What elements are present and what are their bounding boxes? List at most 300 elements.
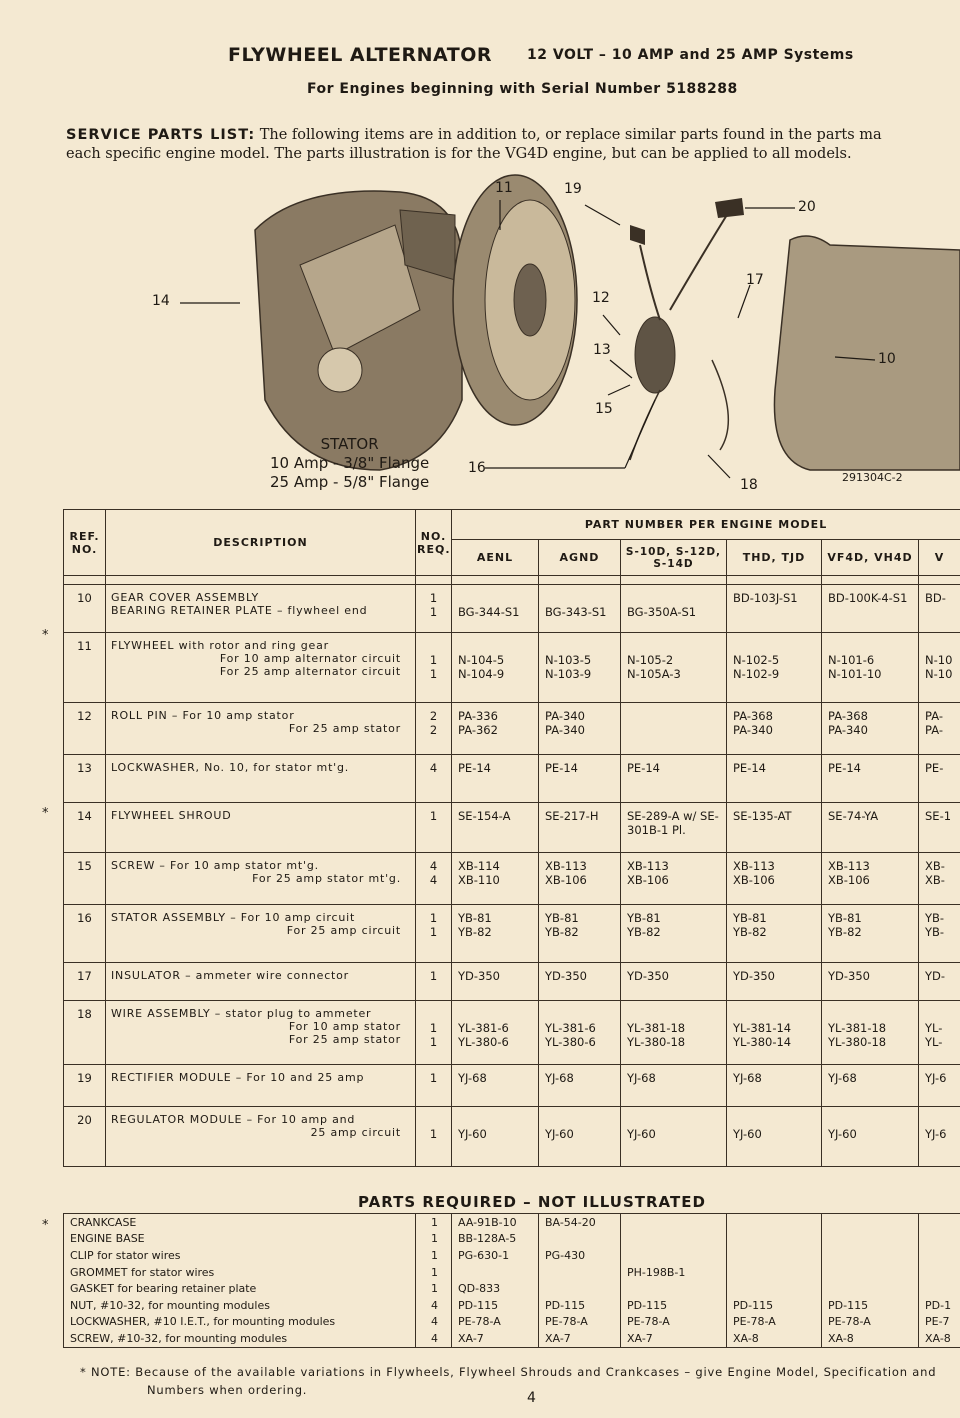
ref-number: 16 (64, 905, 106, 963)
part-number: YJ-68 (545, 1071, 574, 1085)
part-number-cell (452, 853, 539, 905)
part-number-cell (621, 1231, 727, 1248)
quantity-line: 1 (429, 809, 438, 823)
part-number: YJ-68 (733, 1071, 762, 1085)
part-number: N-104-5 (458, 653, 505, 667)
quantity (416, 755, 452, 803)
table-row (64, 585, 960, 633)
quantity-line: 1 (429, 667, 438, 681)
part-number-cell (621, 633, 727, 703)
ref-number: 19 (64, 1065, 106, 1107)
header-description: DESCRIPTION (106, 510, 416, 576)
part-number-cell (539, 803, 621, 853)
part-description (106, 963, 416, 1001)
quantity: 1 (416, 1247, 452, 1264)
part-number-cell (539, 1001, 621, 1065)
stator-caption-line-1: 10 Amp - 3/8" Flange (270, 454, 430, 472)
table-row (64, 853, 960, 905)
part-number: YJ-6 (925, 1127, 947, 1141)
part-description: GASKET for bearing retainer plate (64, 1280, 416, 1297)
part-number: PA-340 (545, 723, 585, 737)
part-number-cell (621, 1247, 727, 1264)
systems-subtitle: 12 VOLT – 10 AMP and 25 AMP Systems (527, 47, 854, 63)
header-model-v: V (919, 540, 960, 576)
list-item (64, 1297, 960, 1314)
part-number: N-102-5 (733, 653, 780, 667)
part-number: XB- (925, 859, 945, 873)
part-number-cell (919, 1264, 960, 1281)
list-item (64, 1314, 960, 1331)
part-number: YL-380-6 (458, 1035, 509, 1049)
part-number-cell (822, 1247, 919, 1264)
part-number-cell (452, 963, 539, 1001)
part-number-cell: XA-7 (539, 1330, 621, 1347)
flywheel-shroud-drawing (255, 191, 462, 470)
part-number-cell: PE-78-A (539, 1314, 621, 1331)
part-number-cell (919, 1247, 960, 1264)
quantity (416, 803, 452, 853)
quantity-line: 1 (429, 911, 438, 925)
part-number: XB-113 (627, 859, 669, 873)
part-number-cell (822, 1001, 919, 1065)
part-number: YL-380-18 (627, 1035, 686, 1049)
part-number-cell (822, 963, 919, 1001)
part-number-cell (539, 963, 621, 1001)
quantity-line (417, 639, 450, 653)
quantity (416, 853, 452, 905)
ordering-note (80, 1363, 960, 1399)
description-line: For 25 amp stator mt'g. (252, 872, 401, 885)
part-number-cell (621, 1001, 727, 1065)
part-number (627, 591, 726, 605)
part-number-cell (539, 1065, 621, 1107)
part-number-cell: XA-8 (822, 1330, 919, 1347)
ref-number: 13 (64, 755, 106, 803)
part-number-cell: AA-91B-10 (452, 1214, 539, 1231)
callout-12: 12 (592, 290, 610, 306)
quantity: 1 (416, 1214, 452, 1231)
part-number (627, 709, 726, 723)
intro-label: SERVICE PARTS LIST: (66, 127, 256, 143)
part-number-cell (621, 1280, 727, 1297)
note-line-1: * NOTE: Because of the available variations in Flywheels, Flywheel Shrouds and Crankcases – give Engine Model, Specification and (80, 1365, 937, 1379)
quantity: 4 (416, 1297, 452, 1314)
part-number-cell: PH-198B-1 (621, 1264, 727, 1281)
part-number (925, 1007, 960, 1021)
part-number-cell: XA-7 (621, 1330, 727, 1347)
part-number-cell (919, 585, 960, 633)
part-number: PA-368 (828, 709, 868, 723)
quantity-line: 1 (429, 969, 438, 983)
not-illustrated-table (63, 1213, 960, 1348)
part-number-cell (452, 633, 539, 703)
table-row (64, 1065, 960, 1107)
part-number-cell (621, 1214, 727, 1231)
description-line: STATOR ASSEMBLY – For 10 amp circuit (111, 911, 356, 924)
stator-drawing (630, 198, 744, 460)
description-line: FLYWHEEL with rotor and ring gear (111, 639, 329, 652)
part-description: SCREW, #10-32, for mounting modules (64, 1330, 416, 1347)
part-number (545, 591, 620, 605)
part-description: ENGINE BASE (64, 1231, 416, 1248)
part-number: YL-381-6 (545, 1021, 596, 1035)
callout-10: 10 (878, 351, 896, 367)
callout-20: 20 (798, 199, 816, 215)
part-number: XB-113 (828, 859, 870, 873)
quantity-line: 1 (429, 1127, 438, 1141)
callout-11: 11 (495, 180, 513, 196)
part-number-cell: PE-78-A (822, 1314, 919, 1331)
part-number: YB-82 (545, 925, 579, 939)
description-line: RECTIFIER MODULE – For 10 and 25 amp (111, 1071, 365, 1084)
part-number (627, 1113, 726, 1127)
part-number-cell (452, 755, 539, 803)
part-number-cell: PD-115 (822, 1297, 919, 1314)
part-number: YB- (925, 925, 945, 939)
quantity-line (417, 1007, 450, 1021)
part-number-cell (919, 1065, 960, 1107)
part-number: SE-154-A (458, 809, 511, 823)
part-number: N-101-10 (828, 667, 882, 681)
part-number-cell (919, 1001, 960, 1065)
part-number: YB- (925, 911, 945, 925)
part-number: PE-14 (545, 761, 578, 775)
callout-14: 14 (152, 293, 170, 309)
part-description: NUT, #10-32, for mounting modules (64, 1297, 416, 1314)
part-description: LOCKWASHER, #10 I.E.T., for mounting modules (64, 1314, 416, 1331)
part-number: PE-14 (458, 761, 491, 775)
list-item (64, 1247, 960, 1264)
part-number: XB-106 (627, 873, 669, 887)
part-number-cell: XA-8 (727, 1330, 822, 1347)
part-number (458, 1007, 538, 1021)
part-number: YJ-60 (828, 1127, 857, 1141)
part-number-cell (452, 1107, 539, 1167)
part-number-cell (539, 703, 621, 755)
quantity (416, 1107, 452, 1167)
description-line: For 25 amp stator (288, 1033, 401, 1046)
part-number-cell (727, 585, 822, 633)
part-number: YB-82 (828, 925, 862, 939)
part-number: XB-106 (733, 873, 775, 887)
part-number: YB-82 (458, 925, 492, 939)
quantity-line: 1 (429, 1071, 438, 1085)
part-number: YD-350 (733, 969, 775, 983)
part-number: SE-289-A w/ SE-301B-1 Pl. (627, 809, 719, 837)
description-line: REGULATOR MODULE – For 10 amp and (111, 1113, 356, 1126)
ref-number: 12 (64, 703, 106, 755)
part-number-cell (539, 905, 621, 963)
part-number: XB-106 (545, 873, 587, 887)
part-number-cell (452, 1264, 539, 1281)
part-number: YJ-6 (925, 1071, 947, 1085)
part-number: YJ-68 (828, 1071, 857, 1085)
part-number-cell (727, 633, 822, 703)
part-number-cell (621, 803, 727, 853)
header-model-thd: THD, TJD (727, 540, 822, 576)
part-number (733, 605, 821, 619)
part-number: SE-135-AT (733, 809, 792, 823)
part-number: XB-110 (458, 873, 500, 887)
quantity (416, 585, 452, 633)
part-number (925, 1113, 960, 1127)
part-number: YL-381-14 (733, 1021, 792, 1035)
part-number: N-105-2 (627, 653, 674, 667)
part-number: PA- (925, 709, 943, 723)
part-description: CLIP for stator wires (64, 1247, 416, 1264)
part-number: YJ-68 (458, 1071, 487, 1085)
quantity (416, 703, 452, 755)
part-number: N-103-9 (545, 667, 592, 681)
part-number-cell (727, 905, 822, 963)
table-row (64, 963, 960, 1001)
part-number-cell (539, 1231, 621, 1248)
part-number (828, 1007, 918, 1021)
quantity-line: 2 (429, 723, 438, 737)
part-number-cell (539, 853, 621, 905)
part-number-cell (452, 1001, 539, 1065)
part-number-cell (621, 1065, 727, 1107)
quantity-line: 1 (429, 605, 438, 619)
table-row (64, 1107, 960, 1167)
header-model-s10d: S-10D, S-12D, S-14D (621, 540, 727, 576)
part-number: YD-350 (545, 969, 587, 983)
quantity-line: 4 (429, 873, 438, 887)
part-description (106, 853, 416, 905)
part-number: YL-380-18 (828, 1035, 887, 1049)
page-title: FLYWHEEL ALTERNATOR (228, 44, 493, 66)
part-number: SE-1 (925, 809, 952, 823)
part-number: YL- (925, 1021, 943, 1035)
part-number-cell (919, 803, 960, 853)
part-number-cell: PD-115 (452, 1297, 539, 1314)
part-number-cell (727, 755, 822, 803)
part-number: N-105A-3 (627, 667, 681, 681)
part-number: YD-350 (828, 969, 870, 983)
part-number-cell: PE-78-A (727, 1314, 822, 1331)
part-number: SE-217-H (545, 809, 599, 823)
part-number: YL-381-6 (458, 1021, 509, 1035)
parts-illustration (0, 170, 960, 505)
header-model-vf4d: VF4D, VH4D (822, 540, 919, 576)
quantity-line: 1 (429, 591, 438, 605)
list-item (64, 1214, 960, 1231)
part-number-cell (727, 703, 822, 755)
part-description: GROMMET for stator wires (64, 1264, 416, 1281)
part-number: PA-340 (733, 723, 773, 737)
part-number: XB-113 (545, 859, 587, 873)
intro-text (66, 126, 960, 164)
part-number-cell (621, 905, 727, 963)
part-number: BD-103J-S1 (733, 591, 798, 605)
note-line-2: Numbers when ordering. (147, 1383, 308, 1397)
description-line: For 10 amp stator (288, 1020, 401, 1033)
quantity-line: 4 (429, 859, 438, 873)
part-number-cell (919, 1280, 960, 1297)
callout-18: 18 (740, 477, 758, 493)
part-number-cell: PD-1 (919, 1297, 960, 1314)
part-number: PE- (925, 761, 944, 775)
part-number (828, 1113, 918, 1127)
description-line: INSULATOR – ammeter wire connector (111, 969, 350, 982)
parts-table (63, 509, 960, 1167)
part-number: YB-82 (627, 925, 661, 939)
part-number-cell (539, 633, 621, 703)
part-number: BG-343-S1 (545, 605, 607, 619)
list-item (64, 1330, 960, 1347)
quantity (416, 1065, 452, 1107)
part-number: YD-350 (627, 969, 669, 983)
part-number-cell (919, 905, 960, 963)
quantity-line: 1 (429, 925, 438, 939)
ref-number: 18 (64, 1001, 106, 1065)
part-number (925, 639, 960, 653)
description-line: For 25 amp circuit (286, 924, 401, 937)
quantity (416, 963, 452, 1001)
part-number: PA-340 (828, 723, 868, 737)
part-number: YJ-60 (458, 1127, 487, 1141)
quantity (416, 905, 452, 963)
description-line: 25 amp circuit (310, 1126, 401, 1139)
part-number-cell: PE-7 (919, 1314, 960, 1331)
part-number-cell (621, 755, 727, 803)
part-number: N-102-9 (733, 667, 780, 681)
table-row (64, 703, 960, 755)
part-number: XB- (925, 873, 945, 887)
list-item (64, 1231, 960, 1248)
description-line: WIRE ASSEMBLY – stator plug to ammeter (111, 1007, 372, 1020)
part-number-cell (621, 963, 727, 1001)
part-number: YL-381-18 (627, 1021, 686, 1035)
part-number: YB-81 (458, 911, 492, 925)
part-number-cell (919, 1231, 960, 1248)
part-number: YB-81 (733, 911, 767, 925)
part-number: PA- (925, 723, 943, 737)
part-number-cell (822, 1231, 919, 1248)
description-line: GEAR COVER ASSEMBLY (111, 591, 259, 604)
ref-number: 14 (64, 803, 106, 853)
part-number: YB-81 (828, 911, 862, 925)
part-number-cell: XA-7 (452, 1330, 539, 1347)
footnote-asterisk: * (42, 806, 49, 821)
stator-caption-line-2: 25 Amp - 5/8" Flange (270, 473, 430, 491)
part-number-cell (727, 1001, 822, 1065)
part-number-cell (822, 633, 919, 703)
part-number-cell (822, 703, 919, 755)
part-number-cell (452, 1065, 539, 1107)
part-number: PE-14 (733, 761, 766, 775)
part-description (106, 1107, 416, 1167)
list-item (64, 1280, 960, 1297)
part-number: N-101-6 (828, 653, 875, 667)
header-part-number-group: PART NUMBER PER ENGINE MODEL (452, 510, 960, 540)
part-number-cell (727, 1280, 822, 1297)
quantity-line: 2 (429, 709, 438, 723)
part-number-cell (822, 905, 919, 963)
quantity: 1 (416, 1264, 452, 1281)
part-number-cell (919, 853, 960, 905)
part-number: XB-113 (733, 859, 775, 873)
part-number: YB-82 (733, 925, 767, 939)
part-number-cell (919, 1107, 960, 1167)
part-description (106, 803, 416, 853)
table-row (64, 1001, 960, 1065)
part-number-cell (621, 1107, 727, 1167)
part-number: BG-344-S1 (458, 605, 520, 619)
part-number-cell (452, 585, 539, 633)
part-number: YB-81 (545, 911, 579, 925)
part-number: N-10 (925, 653, 953, 667)
part-number: N-103-5 (545, 653, 592, 667)
stator-caption (270, 435, 429, 492)
header-ref: REF. NO. (64, 510, 106, 576)
part-number: YJ-68 (627, 1071, 656, 1085)
part-number-cell (727, 963, 822, 1001)
part-number (545, 1007, 620, 1021)
part-number-cell (621, 703, 727, 755)
quantity: 1 (416, 1231, 452, 1248)
quantity: 4 (416, 1330, 452, 1347)
part-number-cell (822, 1065, 919, 1107)
callout-16: 16 (468, 460, 486, 476)
part-number (627, 639, 726, 653)
part-number-cell (919, 703, 960, 755)
part-number: BG-350A-S1 (627, 605, 697, 619)
part-number (733, 639, 821, 653)
header-model-aenl: AENL (452, 540, 539, 576)
callout-19: 19 (564, 181, 582, 197)
part-number (458, 1113, 538, 1127)
part-description (106, 585, 416, 633)
part-number (733, 1007, 821, 1021)
part-number-cell (539, 755, 621, 803)
part-number: YL- (925, 1035, 943, 1049)
description-line: For 10 amp alternator circuit (219, 652, 401, 665)
part-number (733, 1113, 821, 1127)
part-number-cell (822, 1280, 919, 1297)
part-number-cell (539, 1280, 621, 1297)
part-number-cell (822, 1264, 919, 1281)
part-number-cell (919, 755, 960, 803)
part-number (627, 1007, 726, 1021)
part-number-cell (727, 1264, 822, 1281)
part-number (458, 639, 538, 653)
part-number-cell: PD-115 (621, 1297, 727, 1314)
part-number (828, 639, 918, 653)
description-line: ROLL PIN – For 10 amp stator (111, 709, 295, 722)
part-number (925, 605, 960, 619)
part-number-cell (822, 585, 919, 633)
quantity-line (417, 1113, 450, 1127)
description-line: BEARING RETAINER PLATE – flywheel end (111, 604, 368, 617)
part-number-cell (822, 1107, 919, 1167)
part-description (106, 905, 416, 963)
part-number-cell (822, 853, 919, 905)
gear-cover-drawing (774, 236, 960, 470)
part-number-cell: PE-78-A (452, 1314, 539, 1331)
part-number: YD-350 (458, 969, 500, 983)
ref-number: 20 (64, 1107, 106, 1167)
callout-17: 17 (746, 272, 764, 288)
header-qty: NO. REQ. (416, 510, 452, 576)
part-number (458, 591, 538, 605)
part-number-cell (452, 905, 539, 963)
part-number: YJ-60 (627, 1127, 656, 1141)
part-number: PE-14 (828, 761, 861, 775)
part-number-cell: PG-630-1 (452, 1247, 539, 1264)
part-number: YL-380-6 (545, 1035, 596, 1049)
figure-number: 291304C-2 (842, 471, 903, 484)
